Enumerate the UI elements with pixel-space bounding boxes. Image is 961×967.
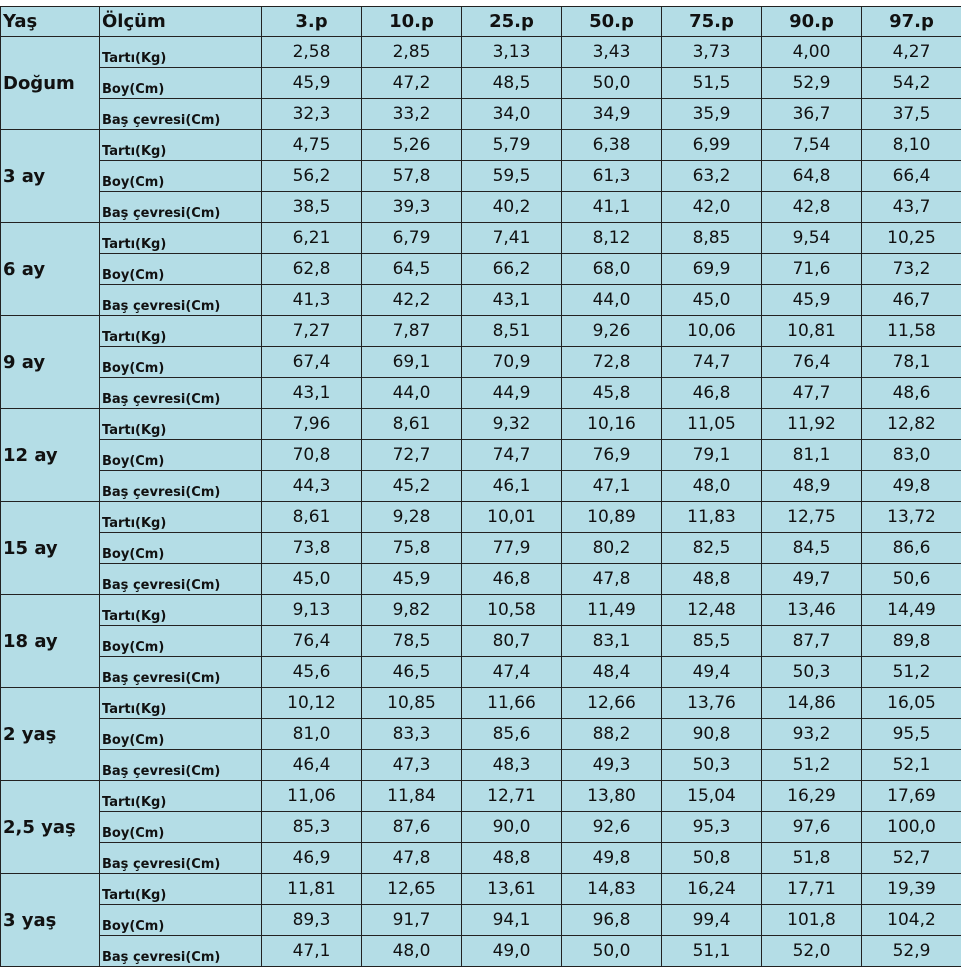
table-row bbox=[1, 750, 961, 781]
value-cell: 46,5 bbox=[362, 657, 462, 688]
value-cell: 49,8 bbox=[562, 843, 662, 874]
header-cell: Yaş bbox=[1, 7, 100, 37]
table-row bbox=[1, 812, 961, 843]
value-cell: 8,51 bbox=[462, 316, 562, 347]
table-row bbox=[1, 99, 961, 130]
value-cell: 38,5 bbox=[262, 192, 362, 223]
value-cell: 11,81 bbox=[262, 874, 362, 905]
value-cell: 45,6 bbox=[262, 657, 362, 688]
value-cell: 10,85 bbox=[362, 688, 462, 719]
value-cell: 92,6 bbox=[562, 812, 662, 843]
table-row bbox=[1, 223, 961, 254]
header-cell: 10.p bbox=[362, 7, 462, 37]
value-cell: 72,8 bbox=[562, 347, 662, 378]
value-cell: 70,8 bbox=[262, 440, 362, 471]
growth-percentile-table bbox=[0, 6, 961, 967]
value-cell: 48,6 bbox=[862, 378, 961, 409]
value-cell: 44,9 bbox=[462, 378, 562, 409]
measure-cell: Tartı(Kg) bbox=[100, 316, 262, 347]
value-cell: 11,83 bbox=[662, 502, 762, 533]
value-cell: 50,0 bbox=[562, 936, 662, 967]
table-row bbox=[1, 905, 961, 936]
value-cell: 10,12 bbox=[262, 688, 362, 719]
table-row bbox=[1, 502, 961, 533]
value-cell: 45,2 bbox=[362, 471, 462, 502]
value-cell: 40,2 bbox=[462, 192, 562, 223]
value-cell: 89,3 bbox=[262, 905, 362, 936]
table-row bbox=[1, 471, 961, 502]
value-cell: 48,8 bbox=[662, 564, 762, 595]
value-cell: 50,3 bbox=[762, 657, 862, 688]
value-cell: 7,41 bbox=[462, 223, 562, 254]
value-cell: 80,7 bbox=[462, 626, 562, 657]
value-cell: 3,43 bbox=[562, 37, 662, 68]
value-cell: 7,96 bbox=[262, 409, 362, 440]
value-cell: 16,24 bbox=[662, 874, 762, 905]
table-body bbox=[1, 37, 961, 967]
value-cell: 11,66 bbox=[462, 688, 562, 719]
value-cell: 47,8 bbox=[562, 564, 662, 595]
measure-cell: Baş çevresi(Cm) bbox=[100, 378, 262, 409]
value-cell: 46,4 bbox=[262, 750, 362, 781]
table-row bbox=[1, 440, 961, 471]
value-cell: 76,4 bbox=[262, 626, 362, 657]
value-cell: 97,6 bbox=[762, 812, 862, 843]
value-cell: 49,7 bbox=[762, 564, 862, 595]
table-row bbox=[1, 719, 961, 750]
measure-cell: Tartı(Kg) bbox=[100, 502, 262, 533]
value-cell: 10,06 bbox=[662, 316, 762, 347]
value-cell: 74,7 bbox=[662, 347, 762, 378]
table-row bbox=[1, 936, 961, 967]
value-cell: 7,54 bbox=[762, 130, 862, 161]
value-cell: 43,7 bbox=[862, 192, 961, 223]
value-cell: 10,01 bbox=[462, 502, 562, 533]
value-cell: 52,0 bbox=[762, 936, 862, 967]
value-cell: 8,12 bbox=[562, 223, 662, 254]
header-cell: 25.p bbox=[462, 7, 562, 37]
value-cell: 82,5 bbox=[662, 533, 762, 564]
value-cell: 93,2 bbox=[762, 719, 862, 750]
measure-cell: Baş çevresi(Cm) bbox=[100, 843, 262, 874]
table-row bbox=[1, 564, 961, 595]
age-cell: 9 ay bbox=[1, 316, 100, 409]
value-cell: 12,66 bbox=[562, 688, 662, 719]
value-cell: 81,0 bbox=[262, 719, 362, 750]
value-cell: 8,61 bbox=[362, 409, 462, 440]
value-cell: 85,5 bbox=[662, 626, 762, 657]
value-cell: 46,7 bbox=[862, 285, 961, 316]
value-cell: 66,2 bbox=[462, 254, 562, 285]
value-cell: 49,8 bbox=[862, 471, 961, 502]
value-cell: 46,8 bbox=[462, 564, 562, 595]
value-cell: 11,92 bbox=[762, 409, 862, 440]
value-cell: 50,3 bbox=[662, 750, 762, 781]
value-cell: 42,8 bbox=[762, 192, 862, 223]
value-cell: 78,1 bbox=[862, 347, 961, 378]
value-cell: 45,8 bbox=[562, 378, 662, 409]
value-cell: 49,4 bbox=[662, 657, 762, 688]
value-cell: 99,4 bbox=[662, 905, 762, 936]
measure-cell: Boy(Cm) bbox=[100, 161, 262, 192]
measure-cell: Baş çevresi(Cm) bbox=[100, 192, 262, 223]
value-cell: 32,3 bbox=[262, 99, 362, 130]
value-cell: 51,2 bbox=[862, 657, 961, 688]
value-cell: 12,65 bbox=[362, 874, 462, 905]
measure-cell: Boy(Cm) bbox=[100, 533, 262, 564]
value-cell: 63,2 bbox=[662, 161, 762, 192]
measure-cell: Baş çevresi(Cm) bbox=[100, 285, 262, 316]
value-cell: 10,16 bbox=[562, 409, 662, 440]
header-cell: 90.p bbox=[762, 7, 862, 37]
value-cell: 17,69 bbox=[862, 781, 961, 812]
value-cell: 45,0 bbox=[262, 564, 362, 595]
value-cell: 7,87 bbox=[362, 316, 462, 347]
header-cell: 75.p bbox=[662, 7, 762, 37]
table-row bbox=[1, 409, 961, 440]
value-cell: 57,8 bbox=[362, 161, 462, 192]
value-cell: 47,1 bbox=[262, 936, 362, 967]
value-cell: 56,2 bbox=[262, 161, 362, 192]
value-cell: 84,5 bbox=[762, 533, 862, 564]
value-cell: 48,8 bbox=[462, 843, 562, 874]
value-cell: 7,27 bbox=[262, 316, 362, 347]
value-cell: 5,26 bbox=[362, 130, 462, 161]
value-cell: 16,05 bbox=[862, 688, 961, 719]
value-cell: 14,49 bbox=[862, 595, 961, 626]
value-cell: 11,05 bbox=[662, 409, 762, 440]
value-cell: 43,1 bbox=[462, 285, 562, 316]
table-row bbox=[1, 874, 961, 905]
value-cell: 101,8 bbox=[762, 905, 862, 936]
value-cell: 8,61 bbox=[262, 502, 362, 533]
value-cell: 87,6 bbox=[362, 812, 462, 843]
value-cell: 11,58 bbox=[862, 316, 961, 347]
measure-cell: Boy(Cm) bbox=[100, 68, 262, 99]
value-cell: 42,2 bbox=[362, 285, 462, 316]
value-cell: 66,4 bbox=[862, 161, 961, 192]
measure-cell: Tartı(Kg) bbox=[100, 595, 262, 626]
value-cell: 44,0 bbox=[562, 285, 662, 316]
value-cell: 83,0 bbox=[862, 440, 961, 471]
table-row bbox=[1, 130, 961, 161]
value-cell: 67,4 bbox=[262, 347, 362, 378]
value-cell: 11,84 bbox=[362, 781, 462, 812]
value-cell: 100,0 bbox=[862, 812, 961, 843]
value-cell: 6,99 bbox=[662, 130, 762, 161]
measure-cell: Boy(Cm) bbox=[100, 626, 262, 657]
value-cell: 52,9 bbox=[762, 68, 862, 99]
table-row bbox=[1, 347, 961, 378]
value-cell: 64,5 bbox=[362, 254, 462, 285]
value-cell: 46,1 bbox=[462, 471, 562, 502]
value-cell: 52,1 bbox=[862, 750, 961, 781]
value-cell: 50,8 bbox=[662, 843, 762, 874]
value-cell: 90,8 bbox=[662, 719, 762, 750]
value-cell: 46,8 bbox=[662, 378, 762, 409]
value-cell: 3,13 bbox=[462, 37, 562, 68]
value-cell: 71,6 bbox=[762, 254, 862, 285]
value-cell: 62,8 bbox=[262, 254, 362, 285]
value-cell: 12,48 bbox=[662, 595, 762, 626]
table-row bbox=[1, 781, 961, 812]
value-cell: 50,0 bbox=[562, 68, 662, 99]
value-cell: 9,32 bbox=[462, 409, 562, 440]
value-cell: 85,3 bbox=[262, 812, 362, 843]
value-cell: 49,0 bbox=[462, 936, 562, 967]
value-cell: 9,13 bbox=[262, 595, 362, 626]
measure-cell: Tartı(Kg) bbox=[100, 37, 262, 68]
measure-cell: Baş çevresi(Cm) bbox=[100, 750, 262, 781]
table-row bbox=[1, 285, 961, 316]
value-cell: 74,7 bbox=[462, 440, 562, 471]
measure-cell: Boy(Cm) bbox=[100, 905, 262, 936]
header-cell: 50.p bbox=[562, 7, 662, 37]
value-cell: 78,5 bbox=[362, 626, 462, 657]
value-cell: 47,2 bbox=[362, 68, 462, 99]
value-cell: 47,7 bbox=[762, 378, 862, 409]
value-cell: 88,2 bbox=[562, 719, 662, 750]
age-cell: 2,5 yaş bbox=[1, 781, 100, 874]
value-cell: 50,6 bbox=[862, 564, 961, 595]
header-cell: 3.p bbox=[262, 7, 362, 37]
value-cell: 69,1 bbox=[362, 347, 462, 378]
measure-cell: Tartı(Kg) bbox=[100, 130, 262, 161]
value-cell: 48,4 bbox=[562, 657, 662, 688]
value-cell: 90,0 bbox=[462, 812, 562, 843]
measure-cell: Baş çevresi(Cm) bbox=[100, 564, 262, 595]
value-cell: 73,2 bbox=[862, 254, 961, 285]
value-cell: 35,9 bbox=[662, 99, 762, 130]
measure-cell: Baş çevresi(Cm) bbox=[100, 657, 262, 688]
table-row bbox=[1, 533, 961, 564]
value-cell: 4,27 bbox=[862, 37, 961, 68]
value-cell: 16,29 bbox=[762, 781, 862, 812]
value-cell: 44,3 bbox=[262, 471, 362, 502]
value-cell: 33,2 bbox=[362, 99, 462, 130]
age-cell: 18 ay bbox=[1, 595, 100, 688]
value-cell: 77,9 bbox=[462, 533, 562, 564]
value-cell: 42,0 bbox=[662, 192, 762, 223]
value-cell: 44,0 bbox=[362, 378, 462, 409]
value-cell: 13,80 bbox=[562, 781, 662, 812]
value-cell: 2,85 bbox=[362, 37, 462, 68]
measure-cell: Boy(Cm) bbox=[100, 347, 262, 378]
value-cell: 11,06 bbox=[262, 781, 362, 812]
value-cell: 41,1 bbox=[562, 192, 662, 223]
value-cell: 48,0 bbox=[362, 936, 462, 967]
header-cell: Ölçüm bbox=[100, 7, 262, 37]
value-cell: 14,86 bbox=[762, 688, 862, 719]
value-cell: 14,83 bbox=[562, 874, 662, 905]
value-cell: 10,89 bbox=[562, 502, 662, 533]
measure-cell: Boy(Cm) bbox=[100, 812, 262, 843]
value-cell: 43,1 bbox=[262, 378, 362, 409]
measure-cell: Boy(Cm) bbox=[100, 440, 262, 471]
measure-cell: Tartı(Kg) bbox=[100, 223, 262, 254]
measure-cell: Tartı(Kg) bbox=[100, 688, 262, 719]
value-cell: 83,1 bbox=[562, 626, 662, 657]
value-cell: 51,5 bbox=[662, 68, 762, 99]
value-cell: 54,2 bbox=[862, 68, 961, 99]
value-cell: 9,28 bbox=[362, 502, 462, 533]
value-cell: 48,0 bbox=[662, 471, 762, 502]
value-cell: 10,25 bbox=[862, 223, 961, 254]
value-cell: 47,3 bbox=[362, 750, 462, 781]
value-cell: 9,26 bbox=[562, 316, 662, 347]
value-cell: 47,8 bbox=[362, 843, 462, 874]
value-cell: 19,39 bbox=[862, 874, 961, 905]
age-cell: 3 yaş bbox=[1, 874, 100, 967]
value-cell: 80,2 bbox=[562, 533, 662, 564]
measure-cell: Baş çevresi(Cm) bbox=[100, 99, 262, 130]
value-cell: 89,8 bbox=[862, 626, 961, 657]
table-row bbox=[1, 626, 961, 657]
age-cell: 2 yaş bbox=[1, 688, 100, 781]
value-cell: 72,7 bbox=[362, 440, 462, 471]
table-row bbox=[1, 843, 961, 874]
value-cell: 61,3 bbox=[562, 161, 662, 192]
value-cell: 51,2 bbox=[762, 750, 862, 781]
value-cell: 45,9 bbox=[362, 564, 462, 595]
value-cell: 41,3 bbox=[262, 285, 362, 316]
measure-cell: Boy(Cm) bbox=[100, 254, 262, 285]
value-cell: 10,81 bbox=[762, 316, 862, 347]
value-cell: 13,46 bbox=[762, 595, 862, 626]
measure-cell: Tartı(Kg) bbox=[100, 409, 262, 440]
value-cell: 48,5 bbox=[462, 68, 562, 99]
value-cell: 76,4 bbox=[762, 347, 862, 378]
table-row bbox=[1, 68, 961, 99]
value-cell: 59,5 bbox=[462, 161, 562, 192]
value-cell: 45,9 bbox=[262, 68, 362, 99]
value-cell: 4,75 bbox=[262, 130, 362, 161]
value-cell: 9,54 bbox=[762, 223, 862, 254]
value-cell: 12,82 bbox=[862, 409, 961, 440]
value-cell: 73,8 bbox=[262, 533, 362, 564]
measure-cell: Boy(Cm) bbox=[100, 719, 262, 750]
value-cell: 6,38 bbox=[562, 130, 662, 161]
value-cell: 6,21 bbox=[262, 223, 362, 254]
value-cell: 79,1 bbox=[662, 440, 762, 471]
value-cell: 76,9 bbox=[562, 440, 662, 471]
value-cell: 95,5 bbox=[862, 719, 961, 750]
value-cell: 34,0 bbox=[462, 99, 562, 130]
value-cell: 37,5 bbox=[862, 99, 961, 130]
value-cell: 4,00 bbox=[762, 37, 862, 68]
value-cell: 48,9 bbox=[762, 471, 862, 502]
value-cell: 3,73 bbox=[662, 37, 762, 68]
table-row bbox=[1, 254, 961, 285]
measure-cell: Baş çevresi(Cm) bbox=[100, 936, 262, 967]
age-cell: 12 ay bbox=[1, 409, 100, 502]
value-cell: 48,3 bbox=[462, 750, 562, 781]
value-cell: 85,6 bbox=[462, 719, 562, 750]
value-cell: 94,1 bbox=[462, 905, 562, 936]
table-row bbox=[1, 37, 961, 68]
value-cell: 104,2 bbox=[862, 905, 961, 936]
table-row bbox=[1, 688, 961, 719]
measure-cell: Tartı(Kg) bbox=[100, 781, 262, 812]
value-cell: 81,1 bbox=[762, 440, 862, 471]
value-cell: 64,8 bbox=[762, 161, 862, 192]
value-cell: 47,4 bbox=[462, 657, 562, 688]
table-row bbox=[1, 657, 961, 688]
age-cell: 3 ay bbox=[1, 130, 100, 223]
age-cell: 6 ay bbox=[1, 223, 100, 316]
value-cell: 68,0 bbox=[562, 254, 662, 285]
value-cell: 83,3 bbox=[362, 719, 462, 750]
value-cell: 15,04 bbox=[662, 781, 762, 812]
value-cell: 13,76 bbox=[662, 688, 762, 719]
measure-cell: Tartı(Kg) bbox=[100, 874, 262, 905]
value-cell: 36,7 bbox=[762, 99, 862, 130]
value-cell: 10,58 bbox=[462, 595, 562, 626]
value-cell: 86,6 bbox=[862, 533, 961, 564]
age-cell: Doğum bbox=[1, 37, 100, 130]
value-cell: 52,7 bbox=[862, 843, 961, 874]
value-cell: 2,58 bbox=[262, 37, 362, 68]
value-cell: 6,79 bbox=[362, 223, 462, 254]
value-cell: 69,9 bbox=[662, 254, 762, 285]
value-cell: 12,75 bbox=[762, 502, 862, 533]
value-cell: 17,71 bbox=[762, 874, 862, 905]
age-cell: 15 ay bbox=[1, 502, 100, 595]
value-cell: 45,0 bbox=[662, 285, 762, 316]
header-cell: 97.p bbox=[862, 7, 961, 37]
value-cell: 8,10 bbox=[862, 130, 961, 161]
value-cell: 52,9 bbox=[862, 936, 961, 967]
value-cell: 12,71 bbox=[462, 781, 562, 812]
value-cell: 39,3 bbox=[362, 192, 462, 223]
value-cell: 46,9 bbox=[262, 843, 362, 874]
value-cell: 51,8 bbox=[762, 843, 862, 874]
value-cell: 11,49 bbox=[562, 595, 662, 626]
table-row bbox=[1, 192, 961, 223]
value-cell: 95,3 bbox=[662, 812, 762, 843]
value-cell: 45,9 bbox=[762, 285, 862, 316]
value-cell: 96,8 bbox=[562, 905, 662, 936]
value-cell: 75,8 bbox=[362, 533, 462, 564]
value-cell: 87,7 bbox=[762, 626, 862, 657]
table-row bbox=[1, 161, 961, 192]
value-cell: 70,9 bbox=[462, 347, 562, 378]
table-row bbox=[1, 316, 961, 347]
value-cell: 34,9 bbox=[562, 99, 662, 130]
value-cell: 13,61 bbox=[462, 874, 562, 905]
value-cell: 91,7 bbox=[362, 905, 462, 936]
value-cell: 9,82 bbox=[362, 595, 462, 626]
table-row bbox=[1, 378, 961, 409]
value-cell: 8,85 bbox=[662, 223, 762, 254]
value-cell: 49,3 bbox=[562, 750, 662, 781]
table-row bbox=[1, 595, 961, 626]
value-cell: 47,1 bbox=[562, 471, 662, 502]
measure-cell: Baş çevresi(Cm) bbox=[100, 471, 262, 502]
value-cell: 5,79 bbox=[462, 130, 562, 161]
header-row bbox=[1, 7, 961, 37]
value-cell: 51,1 bbox=[662, 936, 762, 967]
value-cell: 13,72 bbox=[862, 502, 961, 533]
